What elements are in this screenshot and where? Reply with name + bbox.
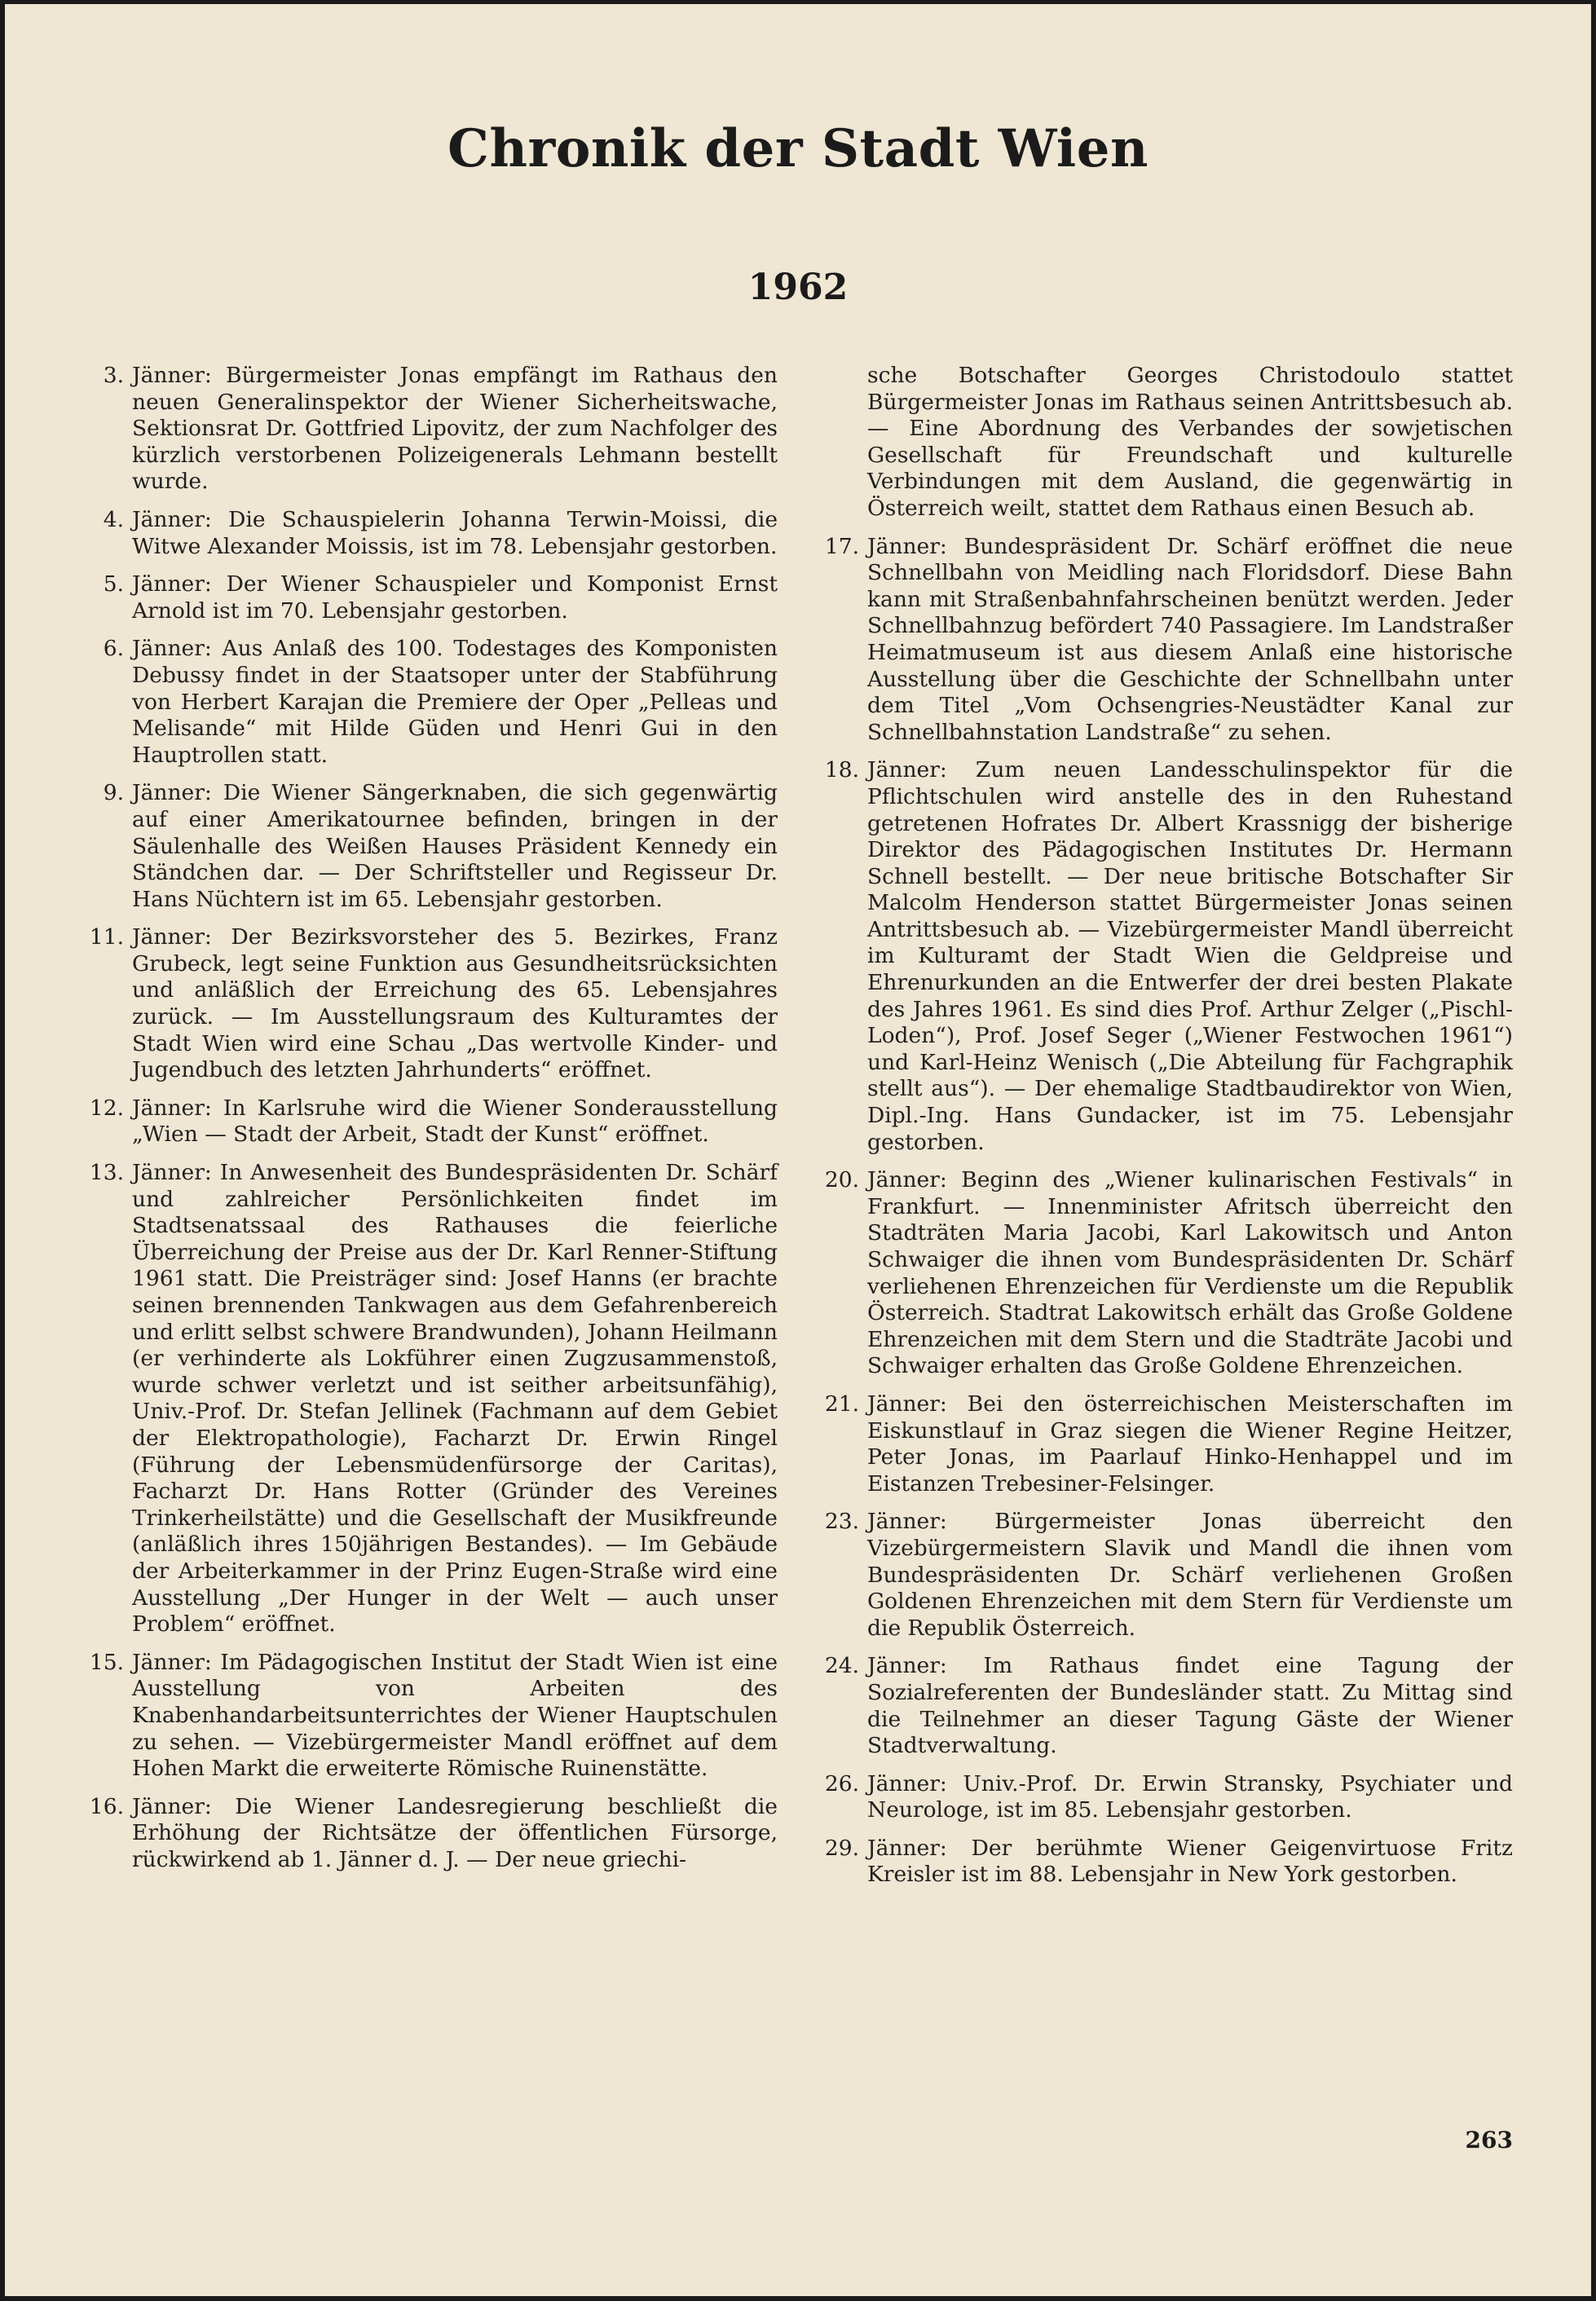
entry-day-number: 13.: [89, 1160, 124, 1186]
entry-day-number: 21.: [824, 1391, 859, 1417]
entry-text: Jänner: Aus Anlaß des 100. Todestages des Komponisten Debussy findet in der Staatsoper unter der Stabführung von Herbert Karajan die Premiere der Oper „Pelleas und Melisande“ mit Hilde Güden und Henri Gui in den Hauptrollen statt.: [132, 636, 778, 768]
entry-day-number: 20.: [824, 1167, 859, 1193]
chronicle-entry: [77, 1095, 778, 1148]
entry-day-number: 24.: [824, 1653, 859, 1679]
right-column: [812, 363, 1513, 1900]
chronicle-entry: [77, 1650, 778, 1783]
entry-day-number: 15.: [89, 1649, 124, 1675]
chronicle-entry: [77, 363, 778, 496]
entry-text: Jänner: Bürgermeister Jonas überreicht den Vizebürgermeistern Slavik und Mandl die ihnen vom Bundespräsidenten Dr. Schärf verliehenen Großen Goldenen Ehrenzeichen mit dem Stern für Verdienste um die Republik Österreich.: [867, 1509, 1513, 1641]
entry-day-number: 18.: [824, 757, 859, 783]
entry-text: Jänner: Die Wiener Landesregierung beschließt die Erhöhung der Richtsätze der öffentlichen Fürsorge, rückwirkend ab 1. Jänner d. J. — Der neue griechi-: [132, 1793, 778, 1872]
chronicle-entry: [812, 1391, 1513, 1497]
entry-text: Jänner: Beginn des „Wiener kulinarischen Festivals“ in Frankfurt. — Innenminister Afritsch überreicht den Stadträten Maria Jacobi, Karl Lakowitsch und Anton Schwaiger die ihnen vom Bundespräsidenten Dr. Schärf verliehenen Ehrenzeichen für Verdienste um die Republik Österreich. Stadtrat Lakowitsch erhält das Große Goldene Ehrenzeichen mit dem Stern und die Stadträte Jacobi und Schwaiger erhalten das Große Goldene Ehrenzeichen.: [867, 1167, 1513, 1379]
entry-day-number: 3.: [103, 363, 124, 388]
entry-text: Jänner: Der Wiener Schauspieler und Komponist Ernst Arnold ist im 70. Lebensjahr gestorben.: [132, 571, 778, 624]
chronicle-entry: [812, 534, 1513, 747]
chronicle-entry: [812, 1836, 1513, 1889]
chronicle-entry: [812, 1653, 1513, 1759]
entry-text: Jänner: Der Bezirksvorsteher des 5. Bezirkes, Franz Grubeck, legt seine Funktion aus Gesundheitsrücksichten und anläßlich der Erreichung des 65. Lebensjahres zurück. — Im Ausstellungsraum des Kulturamtes der Stadt Wien wird eine Schau „Das wertvolle Kinder- und Jugendbuch des letzten Jahrhunderts“ eröffnet.: [132, 924, 778, 1083]
entry-day-number: 29.: [824, 1835, 859, 1861]
entry-day-number: 9.: [103, 780, 124, 806]
section-year: 1962: [747, 267, 849, 308]
chronicle-entry: [77, 571, 778, 624]
chronicle-entry: [812, 1771, 1513, 1824]
chronicle-entry: [812, 757, 1513, 1156]
chronicle-entry: [77, 780, 778, 913]
entry-day-number: 12.: [89, 1095, 124, 1121]
entry-text: Jänner: Die Wiener Sängerknaben, die sich gegenwärtig auf einer Amerikatournee befinden, bringen in der Säulenhalle des Weißen Hauses Präsident Kennedy ein Ständchen dar. — Der Schriftsteller und Regisseur Dr. Hans Nüchtern ist im 65. Lebensjahr gestorben.: [132, 780, 778, 912]
entry-day-number: 16.: [89, 1793, 124, 1819]
entry-text: Jänner: Zum neuen Landesschulinspektor für die Pflichtschulen wird anstelle des in den Ruhestand getretenen Hofrates Dr. Albert Krassnigg der bisherige Direktor des Pädagogischen Institutes Dr. Hermann Schnell bestellt. — Der neue britische Botschafter Sir Malcolm Henderson stattet Bürgermeister Jonas seinen Antrittsbesuch ab. — Vizebürgermeister Mandl überreicht im Kulturamt der Stadt Wien die Geldpreise und Ehrenurkunden an die Entwerfer der drei besten Plakate des Jahres 1961. Es sind dies Prof. Arthur Zelger („Pischl-Loden“), Prof. Josef Seger („Wiener Festwochen 1961“) und Karl-Heinz Wenisch („Die Abteilung für Fachgraphik stellt aus“). — Der ehemalige Stadtbaudirektor von Wien, Dipl.-Ing. Hans Gundacker, ist im 75. Lebensjahr gestorben.: [867, 757, 1513, 1155]
chronicle-entry: [812, 1509, 1513, 1642]
entry-text: Jänner: Bei den österreichischen Meisterschaften im Eiskunstlauf in Graz siegen die Wiener Regine Heitzer, Peter Jonas, im Paarlauf Hinko-Henhappel und im Eistanzen Trebesiner-Felsinger.: [867, 1391, 1513, 1497]
entry-day-number: 11.: [89, 924, 124, 950]
entry-text: Jänner: Die Schauspielerin Johanna Terwin-Moissi, die Witwe Alexander Moissis, ist im 78. Lebensjahr gestorben.: [132, 506, 778, 559]
entry-day-number: 23.: [824, 1509, 859, 1535]
document-page: [5, 4, 1591, 2296]
entry-text: Jänner: Im Pädagogischen Institut der Stadt Wien ist eine Ausstellung von Arbeiten des Knabenhandarbeitsunterrichtes der Wiener Hauptschulen zu sehen. — Vizebürgermeister Mandl eröffnet auf dem Hohen Markt die erweiterte Römische Ruinenstätte.: [132, 1649, 778, 1782]
entry-day-number: 26.: [824, 1770, 859, 1796]
entry-day-number: 4.: [103, 506, 124, 532]
entry-text: Jänner: Im Rathaus findet eine Tagung der Sozialreferenten der Bundesländer statt. Zu Mittag sind die Teilnehmer an dieser Tagung Gäste der Wiener Stadtverwaltung.: [867, 1653, 1513, 1759]
chronicle-entry: [77, 1794, 778, 1874]
entry-text: Jänner: In Karlsruhe wird die Wiener Sonderausstellung „Wien — Stadt der Arbeit, Stadt der Kunst“ eröffnet.: [132, 1095, 778, 1148]
entry-text: Jänner: Bundespräsident Dr. Schärf eröffnet die neue Schnellbahn von Meidling nach Floridsdorf. Diese Bahn kann mit Straßenbahnfahrscheinen benützt werden. Jeder Schnellbahnzug befördert 740 Passagiere. Im Landstraßer Heimatmuseum ist aus diesem Anlaß eine historische Ausstellung über die Geschichte der Schnellbahn unter dem Titel „Vom Ochsengries-Neustädter Kanal zur Schnellbahnstation Landstraße“ zu sehen.: [867, 533, 1513, 745]
page-title: Chronik der Stadt Wien: [447, 118, 1149, 179]
entry-day-number: 17.: [824, 533, 859, 559]
page-number: 263: [1465, 2127, 1513, 2153]
chronicle-entry: [77, 636, 778, 769]
entry-text: sche Botschafter Georges Christodoulo stattet Bürgermeister Jonas im Rathaus seinen Antrittsbesuch ab. — Eine Abordnung des Verbandes der sowjetischen Gesellschaft für Freundschaft und kulturelle Verbindungen mit dem Ausland, die gegenwärtig in Österreich weilt, stattet dem Rathaus einen Besuch ab.: [867, 363, 1513, 521]
entry-text: Jänner: Univ.-Prof. Dr. Erwin Stransky, Psychiater und Neurologe, ist im 85. Lebensjahr gestorben.: [867, 1770, 1513, 1823]
entry-text: Jänner: Bürgermeister Jonas empfängt im Rathaus den neuen Generalinspektor der Wiener Sicherheitswache, Sektionsrat Dr. Gottfried Lipovitz, der zum Nachfolger des kürzlich verstorbenen Polizeigenerals Lehmann bestellt wurde.: [132, 363, 778, 495]
chronicle-entry: [812, 1167, 1513, 1380]
chronicle-entry: [77, 1160, 778, 1638]
entry-day-number: 5.: [103, 571, 124, 597]
entry-day-number: 6.: [103, 636, 124, 662]
chronicle-entry: [77, 507, 778, 560]
entry-text: Jänner: In Anwesenheit des Bundespräsidenten Dr. Schärf und zahlreicher Persönlichkeiten findet im Stadtsenatssaal des Rathauses die feierliche Überreichung der Preise aus der Dr. Karl Renner-Stiftung 1961 statt. Die Preisträger sind: Josef Hanns (er brachte seinen brennenden Tankwagen aus dem Gefahrenbereich und erlitt selbst schwere Brandwunden), Johann Heilmann (er verhinderte als Lokführer einen Zugzusammenstoß, wurde schwer verletzt und ist seither arbeitsunfähig), Univ.-Prof. Dr. Stefan Jellinek (Fachmann auf dem Gebiet der Elektropathologie), Facharzt Dr. Erwin Ringel (Führung der Lebensmüdenfürsorge der Caritas), Facharzt Dr. Hans Rotter (Gründer des Vereines Trinkerheilstätte) und die Gesellschaft der Musikfreunde (anläßlich ihres 150jährigen Bestandes). — Im Gebäude der Arbeiterkammer in der Prinz Eugen-Straße wird eine Ausstellung „Der Hunger in der Welt — auch unser Problem“ eröffnet.: [132, 1160, 778, 1638]
chronicle-entry: [77, 924, 778, 1084]
entry-text: Jänner: Der berühmte Wiener Geigenvirtuose Fritz Kreisler ist im 88. Lebensjahr in New York gestorben.: [867, 1835, 1513, 1888]
chronicle-entry: [812, 363, 1513, 522]
left-column: [77, 363, 778, 1884]
